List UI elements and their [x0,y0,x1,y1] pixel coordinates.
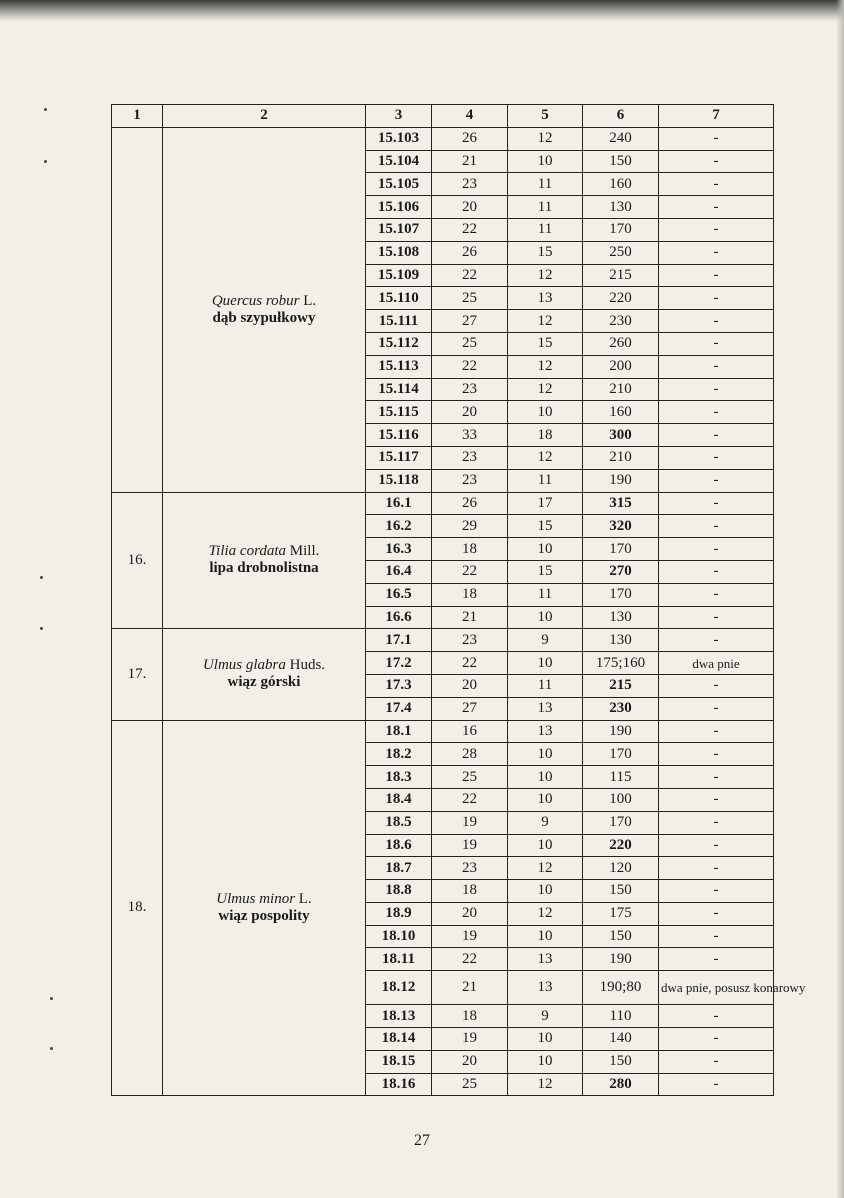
height-cell: 19 [432,811,508,834]
circumference-cell: 100 [583,788,659,811]
tree-number-cell: 18.13 [366,1005,432,1028]
tree-number-cell: 18.6 [366,834,432,857]
height-cell: 25 [432,332,508,355]
tree-number-cell: 18.7 [366,857,432,880]
tree-number-cell: 18.5 [366,811,432,834]
tree-number-cell: 18.4 [366,788,432,811]
height-cell: 21 [432,606,508,629]
remarks-cell: - [659,127,774,150]
circumference-cell: 230 [583,697,659,720]
remarks-cell: - [659,241,774,264]
crown-cell: 13 [508,720,583,743]
crown-cell: 12 [508,264,583,287]
circumference-cell: 160 [583,401,659,424]
height-cell: 16 [432,720,508,743]
remarks-cell: - [659,1028,774,1051]
page-number: 27 [414,1132,430,1149]
header-row [112,105,774,128]
remarks-cell: - [659,332,774,355]
tree-number-cell: 16.4 [366,560,432,583]
remarks-cell: - [659,766,774,789]
height-cell: 23 [432,173,508,196]
crown-cell: 13 [508,971,583,1005]
tree-number-cell: 15.117 [366,446,432,469]
tree-number-cell: 18.15 [366,1050,432,1073]
species-cell [163,720,366,1096]
circumference-cell: 240 [583,127,659,150]
remarks-cell: - [659,720,774,743]
remarks-cell: - [659,378,774,401]
circumference-cell: 315 [583,492,659,515]
height-cell: 22 [432,218,508,241]
remarks-cell: - [659,1005,774,1028]
author-abbreviation: L. [299,292,317,309]
circumference-cell: 190;80 [583,971,659,1005]
remarks-cell: dwa pnie [659,652,774,675]
scan-speck [50,1047,53,1050]
circumference-cell: 300 [583,424,659,447]
tree-number-cell: 15.106 [366,196,432,219]
crown-cell: 11 [508,218,583,241]
tree-number-cell: 15.118 [366,469,432,492]
height-cell: 23 [432,446,508,469]
height-cell: 22 [432,355,508,378]
header-cell-5: 5 [508,105,583,128]
remarks-cell: - [659,857,774,880]
tree-number-cell: 16.5 [366,583,432,606]
tree-number-cell: 15.111 [366,310,432,333]
table-body [112,127,806,1096]
tree-number-cell: 18.3 [366,766,432,789]
remarks-cell: - [659,196,774,219]
remarks-cell: - [659,1050,774,1073]
circumference-cell: 190 [583,469,659,492]
circumference-cell: 280 [583,1073,659,1096]
crown-cell: 10 [508,606,583,629]
crown-cell: 15 [508,332,583,355]
tree-number-cell: 16.3 [366,538,432,561]
tree-number-cell: 17.3 [366,674,432,697]
remarks-cell: - [659,310,774,333]
circumference-cell: 200 [583,355,659,378]
tree-number-cell: 16.6 [366,606,432,629]
circumference-cell: 220 [583,834,659,857]
height-cell: 18 [432,1005,508,1028]
crown-cell: 9 [508,1005,583,1028]
table-row [112,492,774,515]
circumference-cell: 170 [583,583,659,606]
remarks-cell: - [659,446,774,469]
crown-cell: 15 [508,241,583,264]
height-cell: 22 [432,788,508,811]
species-number: 18. [112,720,163,1096]
table-row [112,127,774,150]
tree-number-cell: 18.14 [366,1028,432,1051]
crown-cell: 10 [508,150,583,173]
crown-cell: 9 [508,811,583,834]
crown-cell: 12 [508,355,583,378]
tree-number-cell: 18.1 [366,720,432,743]
tree-number-cell: 15.109 [366,264,432,287]
circumference-cell: 215 [583,674,659,697]
circumference-cell: 215 [583,264,659,287]
height-cell: 27 [432,310,508,333]
crown-cell: 13 [508,697,583,720]
crown-cell: 18 [508,424,583,447]
circumference-cell: 260 [583,332,659,355]
crown-cell: 10 [508,743,583,766]
height-cell: 23 [432,857,508,880]
remarks-cell: - [659,788,774,811]
height-cell: 25 [432,1073,508,1096]
polish-name: lipa drobnolistna [209,560,319,577]
height-cell: 29 [432,515,508,538]
tree-number-cell: 15.113 [366,355,432,378]
height-cell: 20 [432,196,508,219]
tree-number-cell: 16.2 [366,515,432,538]
header-cell-7: 7 [659,105,774,128]
circumference-cell: 190 [583,720,659,743]
crown-cell: 12 [508,378,583,401]
tree-number-cell: 18.8 [366,880,432,903]
remarks-cell: - [659,697,774,720]
crown-cell: 10 [508,1028,583,1051]
tree-number-cell: 15.115 [366,401,432,424]
circumference-cell: 170 [583,538,659,561]
tree-inventory-table [111,104,806,1096]
circumference-cell: 270 [583,560,659,583]
scan-speck [40,576,43,579]
remarks-cell: - [659,811,774,834]
tree-number-cell: 17.2 [366,652,432,675]
scan-right-edge [836,0,844,1198]
tree-number-cell: 15.105 [366,173,432,196]
height-cell: 18 [432,880,508,903]
tree-number-cell: 18.16 [366,1073,432,1096]
crown-cell: 10 [508,766,583,789]
height-cell: 27 [432,697,508,720]
remarks-cell: - [659,629,774,652]
circumference-cell: 120 [583,857,659,880]
height-cell: 18 [432,538,508,561]
circumference-cell: 110 [583,1005,659,1028]
crown-cell: 13 [508,948,583,971]
author-abbreviation: Huds. [285,657,326,674]
crown-cell: 10 [508,925,583,948]
remarks-cell: - [659,925,774,948]
height-cell: 22 [432,948,508,971]
species-number: 17. [112,629,163,720]
circumference-cell: 175 [583,902,659,925]
latin-name: Ulmus minor [216,890,296,907]
remarks-cell: - [659,560,774,583]
remarks-cell: - [659,674,774,697]
remarks-cell: - [659,492,774,515]
height-cell: 26 [432,241,508,264]
height-cell: 23 [432,629,508,652]
height-cell: 22 [432,264,508,287]
remarks-cell: - [659,948,774,971]
latin-name: Tilia cordata [208,543,287,560]
circumference-cell: 170 [583,218,659,241]
scan-speck [44,108,47,111]
tree-number-cell: 15.116 [366,424,432,447]
circumference-cell: 150 [583,880,659,903]
tree-number-cell: 15.112 [366,332,432,355]
crown-cell: 13 [508,287,583,310]
scan-top-edge [0,0,844,22]
crown-cell: 12 [508,446,583,469]
polish-name: wiąz górski [227,674,301,691]
circumference-cell: 130 [583,629,659,652]
tree-number-cell: 16.1 [366,492,432,515]
crown-cell: 9 [508,629,583,652]
remarks-cell: - [659,743,774,766]
circumference-cell: 170 [583,743,659,766]
circumference-cell: 320 [583,515,659,538]
tree-number-cell: 15.110 [366,287,432,310]
crown-cell: 11 [508,674,583,697]
height-cell: 21 [432,971,508,1005]
crown-cell: 10 [508,788,583,811]
header-cell-3: 3 [366,105,432,128]
tree-number-cell: 18.10 [366,925,432,948]
circumference-cell: 250 [583,241,659,264]
crown-cell: 10 [508,538,583,561]
crown-cell: 10 [508,652,583,675]
tree-number-cell: 18.9 [366,902,432,925]
remarks-cell: - [659,902,774,925]
tree-number-cell: 18.11 [366,948,432,971]
tree-number-cell: 15.103 [366,127,432,150]
height-cell: 22 [432,652,508,675]
remarks-cell: - [659,538,774,561]
circumference-cell: 150 [583,925,659,948]
polish-name: wiąz pospolity [218,907,310,924]
crown-cell: 11 [508,583,583,606]
header-cell-4: 4 [432,105,508,128]
remarks-cell: - [659,469,774,492]
scan-speck [40,627,43,630]
remarks-cell: - [659,150,774,173]
height-cell: 33 [432,424,508,447]
height-cell: 25 [432,287,508,310]
tree-number-cell: 15.108 [366,241,432,264]
circumference-cell: 130 [583,606,659,629]
species-cell [163,629,366,720]
crown-cell: 15 [508,560,583,583]
height-cell: 21 [432,150,508,173]
scan-speck [44,160,47,163]
species-number [112,127,163,492]
circumference-cell: 150 [583,150,659,173]
height-cell: 28 [432,743,508,766]
remarks-cell: - [659,1073,774,1096]
crown-cell: 12 [508,902,583,925]
height-cell: 20 [432,1050,508,1073]
remarks-cell: - [659,583,774,606]
tree-number-cell: 15.114 [366,378,432,401]
remarks-cell: - [659,218,774,241]
remarks-cell: - [659,173,774,196]
crown-cell: 11 [508,173,583,196]
header-cell-1: 1 [112,105,163,128]
tree-number-cell: 15.107 [366,218,432,241]
latin-name: Ulmus glabra [202,657,286,674]
crown-cell: 10 [508,1050,583,1073]
circumference-cell: 140 [583,1028,659,1051]
tree-number-cell: 17.1 [366,629,432,652]
height-cell: 19 [432,1028,508,1051]
scan-speck [50,997,53,1000]
crown-cell: 12 [508,127,583,150]
circumference-cell: 190 [583,948,659,971]
header-cell-6: 6 [583,105,659,128]
height-cell: 20 [432,674,508,697]
circumference-cell: 160 [583,173,659,196]
species-cell [163,492,366,629]
height-cell: 23 [432,378,508,401]
remarks-cell: - [659,880,774,903]
table-row [112,720,774,743]
circumference-cell: 230 [583,310,659,333]
crown-cell: 12 [508,857,583,880]
tree-number-cell: 15.104 [366,150,432,173]
crown-cell: 10 [508,834,583,857]
remarks-cell: - [659,834,774,857]
height-cell: 19 [432,834,508,857]
remarks-cell: - [659,355,774,378]
height-cell: 18 [432,583,508,606]
crown-cell: 11 [508,196,583,219]
circumference-cell: 115 [583,766,659,789]
circumference-cell: 150 [583,1050,659,1073]
remarks-cell: - [659,287,774,310]
remarks-cell: - [659,264,774,287]
header-cell-2: 2 [163,105,366,128]
crown-cell: 15 [508,515,583,538]
height-cell: 20 [432,401,508,424]
circumference-cell: 175;160 [583,652,659,675]
table-row [112,629,774,652]
author-abbreviation: L. [295,890,312,907]
crown-cell: 17 [508,492,583,515]
crown-cell: 10 [508,880,583,903]
remarks-cell: - [659,515,774,538]
remarks-cell: dwa pnie, posusz konarowy [659,971,774,1005]
circumference-cell: 170 [583,811,659,834]
latin-name: Quercus robur [211,292,300,309]
height-cell: 23 [432,469,508,492]
circumference-cell: 130 [583,196,659,219]
crown-cell: 12 [508,1073,583,1096]
remarks-cell: - [659,424,774,447]
tree-number-cell: 18.12 [366,971,432,1005]
crown-cell: 12 [508,310,583,333]
species-number: 16. [112,492,163,629]
height-cell: 20 [432,902,508,925]
circumference-cell: 220 [583,287,659,310]
height-cell: 19 [432,925,508,948]
circumference-cell: 210 [583,446,659,469]
remarks-cell: - [659,606,774,629]
height-cell: 25 [432,766,508,789]
remarks-cell: - [659,401,774,424]
crown-cell: 10 [508,401,583,424]
tree-number-cell: 17.4 [366,697,432,720]
species-cell [163,127,366,492]
crown-cell: 11 [508,469,583,492]
height-cell: 26 [432,127,508,150]
tree-number-cell: 18.2 [366,743,432,766]
height-cell: 22 [432,560,508,583]
height-cell: 26 [432,492,508,515]
circumference-cell: 210 [583,378,659,401]
author-abbreviation: Mill. [286,543,320,560]
polish-name: dąb szypułkowy [212,309,316,326]
